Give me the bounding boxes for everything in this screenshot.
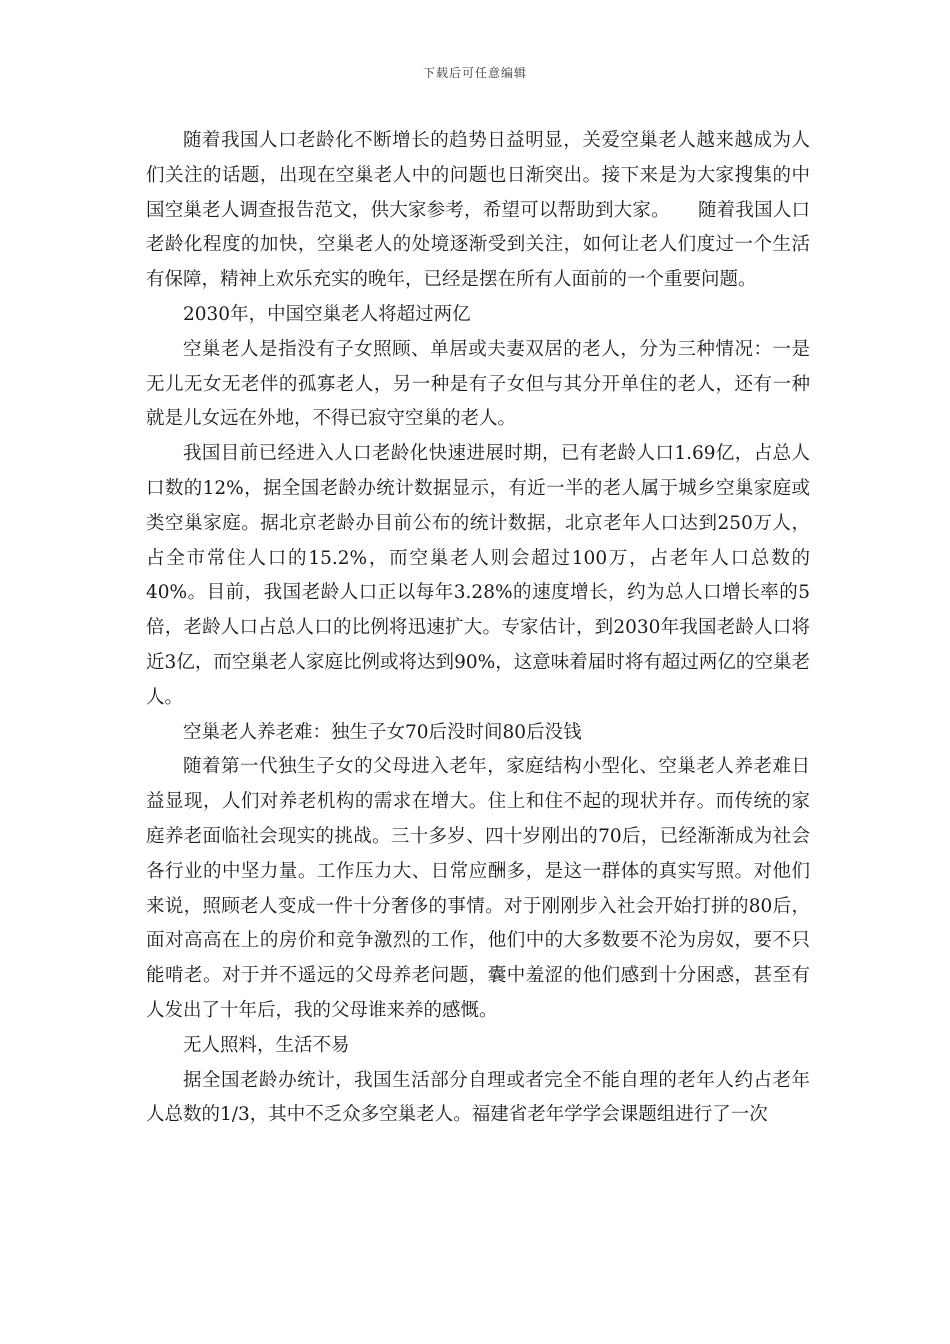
document-body	[146, 124, 810, 1133]
heading-2030-forecast: 2030年，中国空巢老人将超过两亿	[183, 303, 471, 325]
paragraph-intro: 随着我国人口老龄化不断增长的趋势日益明显，关爱空巢老人越来越成为人们关注的话题，出现在空巢老人中的问题也日渐突出。接下来是为大家搜集的中国空巢老人调查报告范文，供大家参考，希望可以帮助到大家。 随着我国人口老龄化程度的加快，空巢老人的处境逐渐受到关注，如何让老人们度过一个生活有保障，精神上欢乐充实的晚年，已经是摆在所有人面前的一个重要问题。	[146, 130, 810, 291]
paragraph-only-children: 随着第一代独生子女的父母进入老年，家庭结构小型化、空巢老人养老难日益显现，人们对养老机构的需求在增大。住上和住不起的现状并存。而传统的家庭养老面临社会现实的挑战。三十多岁、四十岁刚出的70后，已经渐渐成为社会各行业的中坚力量。工作压力大、日常应酬多，是这一群体的真实写照。对他们来说，照顾老人变成一件十分奢侈的事情。对于刚刚步入社会开始打拼的80后，面对高高在上的房价和竞争激烈的工作，他们中的大多数要不沦为房奴，要不只能啃老。对于并不遥远的父母养老问题，囊中羞涩的他们感到十分困惑，甚至有人发出了十年后，我的父母谁来养的感慨。	[146, 756, 810, 1021]
heading-elderly-care-difficulty: 空巢老人养老难：独生子女70后没时间80后没钱	[183, 721, 582, 743]
page-header: 下载后可任意编辑	[422, 66, 527, 80]
paragraph-definition: 空巢老人是指没有子女照顾、单居或夫妻双居的老人，分为三种情况：一是无儿无女无老伴的孤寡老人，另一种是有子女但与其分开单住的老人，还有一种就是儿女远在外地，不得已寂守空巢的老人。	[146, 338, 810, 430]
paragraph-statistics: 我国目前已经进入人口老龄化快速进展时期，已有老龄人口1.69亿，占总人口数的12%，据全国老龄办统计数据显示，有近一半的老人属于城乡空巢家庭或类空巢家庭。据北京老龄办目前公布的统计数据，北京老年人口达到250万人，占全市常住人口的15.2%，而空巢老人则会超过100万，占老年人口总数的40%。目前，我国老龄人口正以每年3.28%的速度增长，约为总人口增长率的5倍，老龄人口占总人口的比例将迅速扩大。专家估计，到2030年我国老龄人口将近3亿，而空巢老人家庭比例或将达到90%，这意味着届时将有超过两亿的空巢老人。	[146, 443, 810, 708]
heading-no-care: 无人照料，生活不易	[183, 1034, 350, 1056]
paragraph-care-statistics: 据全国老龄办统计，我国生活部分自理或者完全不能自理的老年人约占老年人总数的1/3，其中不乏众多空巢老人。福建省老年学学会课题组进行了一次	[146, 1069, 810, 1126]
